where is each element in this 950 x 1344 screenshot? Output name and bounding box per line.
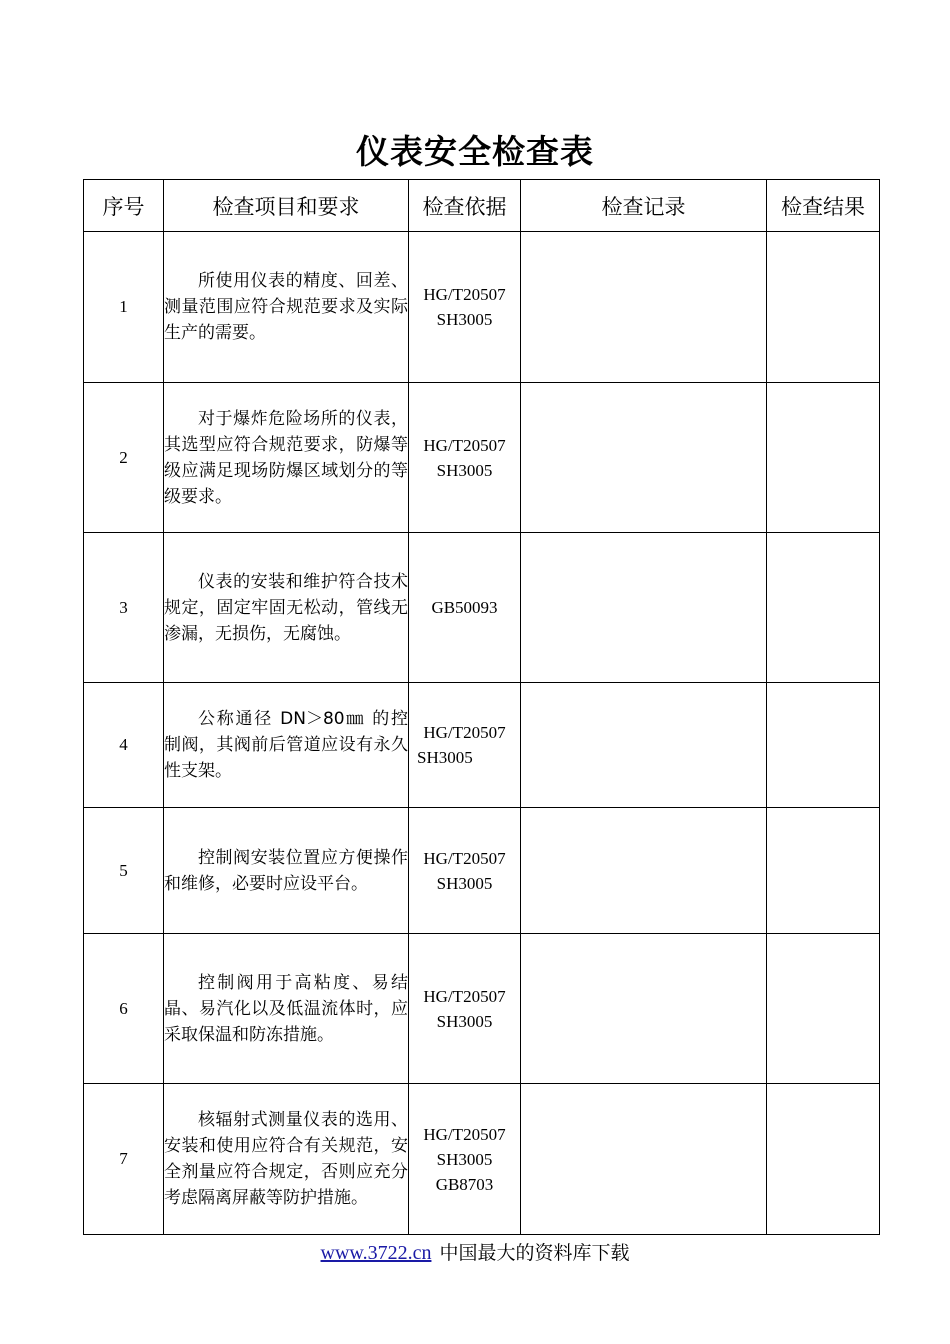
row-record-cell[interactable] [521, 1084, 767, 1235]
row-item: 核辐射式测量仪表的选用、安装和使用应符合有关规范，安全剂量应符合规定，否则应充分考虑隔离屏蔽等防护措施。 [164, 1084, 409, 1235]
basis-line: HG/T20507 [423, 848, 506, 868]
row-record-cell[interactable] [521, 808, 767, 934]
basis-line: GB8703 [435, 1174, 494, 1194]
row-result-cell[interactable] [767, 383, 880, 533]
basis-line: HG/T20507 [423, 435, 506, 455]
table-row [84, 383, 880, 533]
row-no: 4 [84, 683, 164, 808]
basis-line: SH3005 [436, 460, 493, 480]
row-no: 5 [84, 808, 164, 934]
row-no: 2 [84, 383, 164, 533]
row-item: 所使用仪表的精度、回差、测量范围应符合规范要求及实际生产的需要。 [164, 232, 409, 383]
basis-line: HG/T20507 [423, 285, 506, 304]
row-result-cell[interactable] [767, 934, 880, 1084]
basis-line: SH3005 [436, 1011, 493, 1031]
table-row [84, 232, 880, 383]
basis-line: HG/T20507 [423, 986, 506, 1006]
row-no: 1 [84, 232, 164, 383]
row-result-cell[interactable] [767, 1084, 880, 1235]
row-basis [409, 683, 521, 808]
row-no: 7 [84, 1084, 164, 1235]
row-result-cell[interactable] [767, 533, 880, 683]
basis-line: HG/T20507 [423, 1124, 506, 1144]
page-title: 仪表安全检查表 [356, 132, 594, 171]
table-row [84, 808, 880, 934]
row-basis [409, 1084, 521, 1235]
table-row [84, 1084, 880, 1235]
basis-line: SH3005 [436, 1149, 493, 1169]
basis-line: SH3005 [436, 873, 493, 893]
row-item: 仪表的安装和维护符合技术规定，固定牢固无松动，管线无渗漏，无损伤，无腐蚀。 [164, 533, 409, 683]
row-basis [409, 533, 521, 683]
table-row [84, 683, 880, 808]
header-basis: 检查依据 [409, 180, 521, 232]
row-record-cell[interactable] [521, 683, 767, 808]
footer [0, 1238, 950, 1265]
row-item: 公称通径 DN＞80㎜ 的控制阀，其阀前后管道应设有永久性支架。 [164, 683, 409, 808]
row-record-cell[interactable] [521, 232, 767, 383]
row-result-cell[interactable] [767, 683, 880, 808]
row-result-cell[interactable] [767, 808, 880, 934]
row-basis [409, 808, 521, 934]
row-item: 控制阀用于高粘度、易结晶、易汽化以及低温流体时，应采取保温和防冻措施。 [164, 934, 409, 1084]
row-record-cell[interactable] [521, 533, 767, 683]
row-no: 3 [84, 533, 164, 683]
inspection-table [83, 179, 880, 1235]
row-item: 对于爆炸危险场所的仪表，其选型应符合规范要求，防爆等级应满足现场防爆区域划分的等级要求。 [164, 383, 409, 533]
table-row [84, 533, 880, 683]
table-header-row [84, 180, 880, 232]
basis-line: HG/T20507 [423, 723, 506, 742]
row-result-cell[interactable] [767, 232, 880, 383]
header-result: 检查结果 [767, 180, 880, 232]
row-record-cell[interactable] [521, 934, 767, 1084]
header-record: 检查记录 [521, 180, 767, 232]
footer-link[interactable]: www.3722.cn [320, 1242, 432, 1264]
footer-text: 中国最大的资料库下载 [439, 1242, 630, 1264]
header-item: 检查项目和要求 [164, 180, 409, 232]
row-item: 控制阀安装位置应方便操作和维修，必要时应设平台。 [164, 808, 409, 934]
row-basis [409, 383, 521, 533]
row-basis [409, 232, 521, 383]
basis-line: SH3005 [436, 310, 493, 329]
basis-line: SH3005 [417, 748, 473, 767]
row-record-cell[interactable] [521, 383, 767, 533]
row-basis [409, 934, 521, 1084]
header-no: 序号 [84, 180, 164, 232]
table-row [84, 934, 880, 1084]
basis-line: GB50093 [431, 598, 498, 617]
row-no: 6 [84, 934, 164, 1084]
